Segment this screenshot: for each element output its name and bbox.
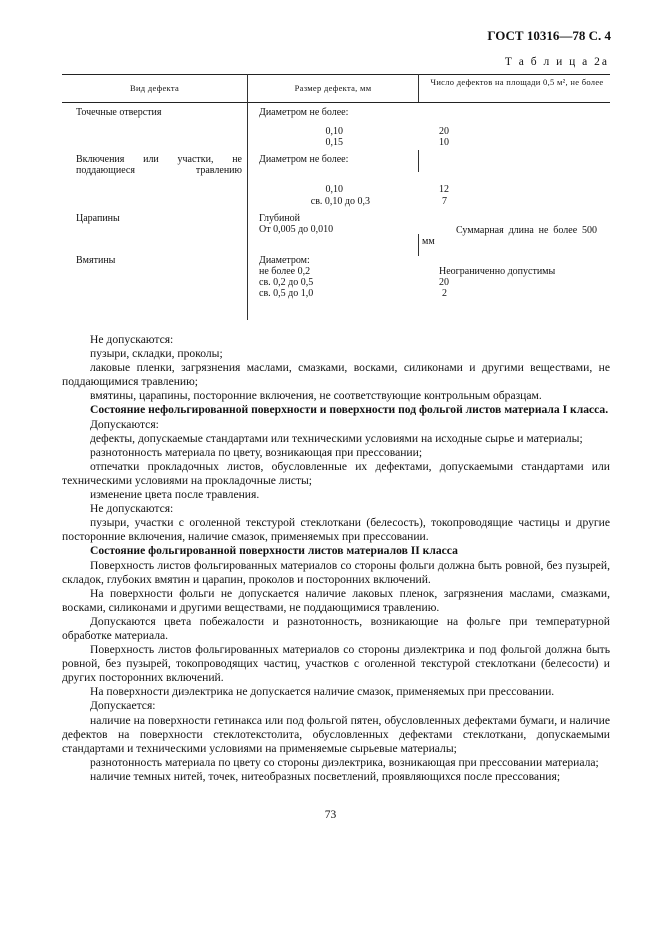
paragraph: Не допускаются: <box>90 333 174 346</box>
paragraph: дефекты, допускаемые стандартами или техническими условиями на исходные сырье и материалы; <box>90 431 583 445</box>
size-label: Диаметром: <box>259 255 310 266</box>
table-column-divider <box>418 150 419 172</box>
paragraph: Не допускаются: <box>90 502 174 516</box>
paragraph: Допускаются: <box>90 417 159 431</box>
size-label: Глубиной <box>259 213 301 224</box>
paragraph: Поверхность листов фольгированных материалов со стороны фольги должна быть ровной, без пузырей, складок, глубоких вмятин и царапин, проколов и посторонних включений. <box>62 558 610 586</box>
paragraph: Допускаются цвета побежалости и разнотонность, возникающие на фольге при температурной обработке материала. <box>62 614 610 642</box>
paragraph: Допускается: <box>90 699 156 713</box>
count-value: Суммарная длина не более 500 мм <box>422 225 597 247</box>
size-value: св. 0,10 до 0,3 <box>310 196 370 207</box>
table-column-divider <box>247 74 248 320</box>
paragraph: разнотонность материала по цвету со стороны диэлектрика, возникающая при прессовании материала; <box>90 755 599 769</box>
table-header-rule <box>62 102 610 103</box>
page-header: ГОСТ 10316—78 С. 4 <box>487 28 611 43</box>
size-value: 0,10 <box>325 126 343 137</box>
size-value: не более 0,2 <box>259 266 311 277</box>
table-column-divider <box>418 74 419 102</box>
defect-name: Точечные отверстия <box>76 107 162 118</box>
paragraph: пузыри, участки с оголенной текстурой стеклоткани (белесость), токопроводящие частицы и другие посторонние включения, наличие смазок, применяемых при прессовании. <box>62 516 610 544</box>
count-value: 2 <box>442 288 447 299</box>
section-heading: Состояние фольгированной поверхности листов материалов II класса <box>90 544 458 558</box>
size-value: св. 0,2 до 0,5 <box>259 277 314 288</box>
paragraph: разнотонность материала по цвету, возникающая при прессовании; <box>90 445 423 459</box>
defect-name: Царапины <box>76 213 120 224</box>
paragraph: лаковые пленки, загрязнения маслами, смазками, восками, силиконами и другими веществами, не поддающимися травлению; <box>62 361 610 389</box>
paragraph: изменение цвета после травления. <box>90 488 260 502</box>
paragraph: отпечатки прокладочных листов, обусловленные их дефектами, допускаемыми стандартами или техническими условиями на прокладочные листы; <box>62 459 610 487</box>
table-caption: Т а б л и ц а 2а <box>504 56 609 68</box>
table-header-count: Число дефектов на площади 0,5 м², не более <box>430 77 604 87</box>
paragraph: наличие темных нитей, точек, нитеобразных посветлений, проявляющихся после прессования; <box>90 769 561 783</box>
table-top-rule <box>62 74 610 75</box>
count-value: 20 <box>439 126 449 137</box>
defect-name: Включения или участки, не поддающиеся травлению <box>76 154 242 176</box>
table-column-divider <box>418 234 419 256</box>
count-value: Неограниченно допустимы <box>439 266 556 277</box>
table-header-defect: Вид дефекта <box>129 83 180 93</box>
count-value: 10 <box>439 137 449 148</box>
count-value: 12 <box>439 184 449 195</box>
count-value: 20 <box>439 277 449 288</box>
size-label: Диаметром не более: <box>259 107 349 118</box>
paragraph: На поверхности фольги не допускается наличие лаковых пленок, загрязнения маслами, смазками, восками, силиконами и другими веществами, не поддающимися травлению. <box>62 586 610 614</box>
defect-name: Вмятины <box>76 255 116 266</box>
section-heading: Состояние нефольгированной поверхности и поверхности под фольгой листов материала I класса. <box>90 403 609 417</box>
size-value: От 0,005 до 0,010 <box>259 224 334 235</box>
paragraph: вмятины, царапины, посторонние включения, не соответствующие контрольным образцам. <box>90 389 542 403</box>
table-header-size: Размер дефекта, мм <box>294 83 372 93</box>
paragraph: Поверхность листов фольгированных материалов со стороны диэлектрика и под фольгой должна быть ровной, без пузырей, токопроводящих частиц, участков с оголенной текстурой стеклоткани (белесости) и других посторонних включений. <box>62 643 610 685</box>
page-number: 73 <box>324 809 337 821</box>
defects-table <box>62 74 610 320</box>
size-value: 0,10 <box>325 184 343 195</box>
body-text <box>62 333 610 784</box>
size-value: 0,15 <box>325 137 343 148</box>
paragraph: пузыри, складки, проколы; <box>90 347 223 361</box>
paragraph: наличие на поверхности гетинакса или под фольгой пятен, обусловленных дефектами бумаги, и наличие дефектов на поверхности стеклотекстолита, обусловленных дефектами стеклоткани, допускаемыми стандартами и техническими условиями на применяемые сырьевые материалы; <box>62 713 610 755</box>
size-label: Диаметром не более: <box>259 154 349 165</box>
paragraph: На поверхности диэлектрика не допускается наличие смазок, применяемых при прессовании. <box>90 685 555 699</box>
count-value: 7 <box>442 196 447 207</box>
size-value: св. 0,5 до 1,0 <box>259 288 314 299</box>
